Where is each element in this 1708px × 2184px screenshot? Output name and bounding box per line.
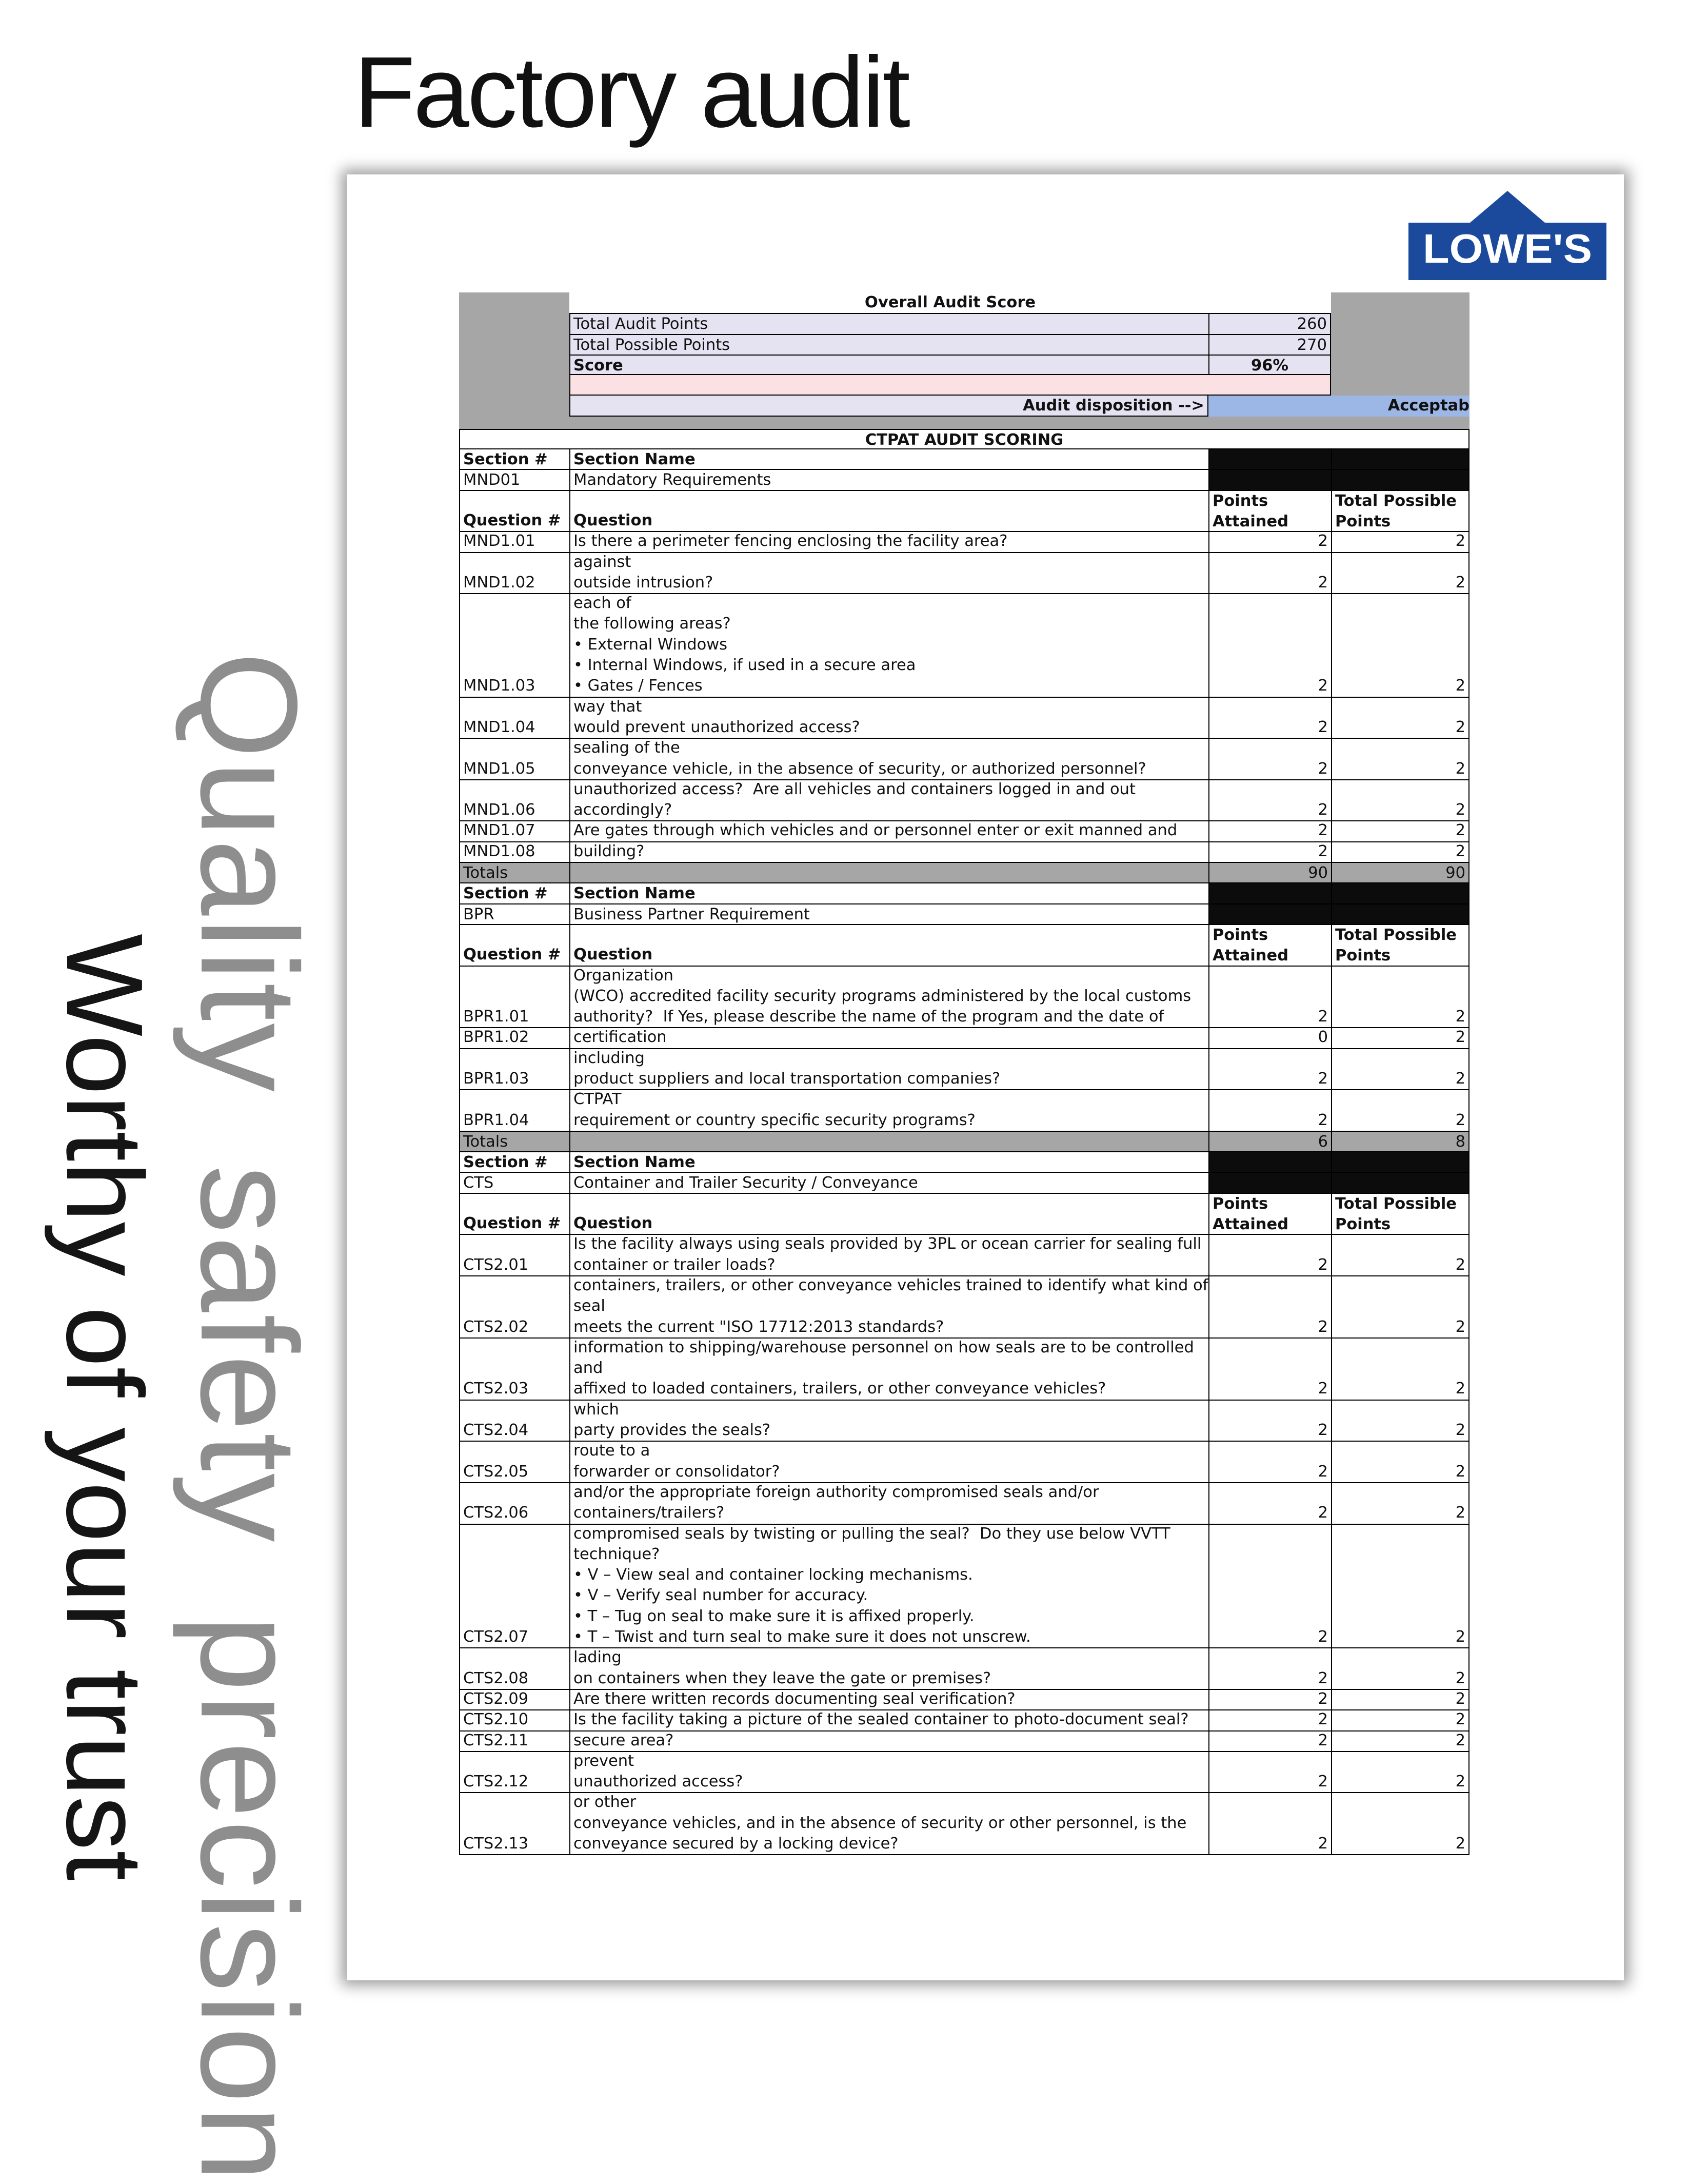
question-text: CTPAT requirement or country specific security programs? [569, 1090, 1208, 1132]
question-number: BPR1.02 [459, 1028, 569, 1049]
total-attained: 6 [1208, 1132, 1331, 1152]
points-attained: 2 [1208, 698, 1331, 739]
points-attained: 2 [1208, 1235, 1331, 1276]
table-row [459, 532, 1469, 553]
points-attained: 2 [1208, 1276, 1331, 1339]
points-possible: 2 [1331, 532, 1469, 553]
total-possible-points-value: 270 [1208, 334, 1331, 355]
question-text: Are gates through which vehicles and or personnel enter or exit manned and [569, 821, 1208, 842]
points-attained: 2 [1208, 532, 1331, 553]
points-possible: 2 [1331, 1648, 1469, 1690]
question-text: information to shipping/warehouse personnel on how seals are to be controlled and affixed to loaded containers, trailers, or other conveyance vehicles? [569, 1339, 1208, 1401]
table-row [459, 1401, 1469, 1442]
points-attained-header: Points Attained [1208, 491, 1331, 533]
ctpat-audit-scoring-table [459, 429, 1469, 1856]
points-possible: 2 [1331, 1442, 1469, 1483]
question-number: BPR1.01 [459, 967, 569, 1029]
question-number: BPR1.04 [459, 1090, 569, 1132]
question-text: route to a forwarder or consolidator? [569, 1442, 1208, 1483]
points-possible: 2 [1331, 1401, 1469, 1442]
points-possible: 2 [1331, 594, 1469, 698]
points-attained: 2 [1208, 553, 1331, 595]
total-possible-points-header: Total Possible Points [1331, 925, 1469, 967]
question-text: unauthorized access? Are all vehicles and containers logged in and out accordingly? [569, 780, 1208, 822]
question-number: CTS2.09 [459, 1690, 569, 1710]
points-attained: 2 [1208, 1690, 1331, 1710]
total-possible: 90 [1331, 863, 1469, 883]
total-audit-points-value: 260 [1208, 313, 1331, 333]
table-row [459, 1276, 1469, 1339]
points-attained: 2 [1208, 1752, 1331, 1794]
points-possible: 2 [1331, 1710, 1469, 1731]
total-possible-points-header: Total Possible Points [1331, 1194, 1469, 1235]
points-attained: 2 [1208, 1732, 1331, 1752]
question-number: CTS2.04 [459, 1401, 569, 1442]
table-row [459, 1648, 1469, 1690]
question-header: Question [569, 925, 1208, 967]
question-number: CTS2.05 [459, 1442, 569, 1483]
question-number: MND1.07 [459, 821, 569, 842]
table-row [459, 842, 1469, 863]
points-attained: 0 [1208, 1028, 1331, 1049]
table-row [459, 1793, 1469, 1855]
question-number: CTS2.02 [459, 1276, 569, 1339]
question-number: CTS2.10 [459, 1710, 569, 1731]
question-number: MND1.02 [459, 553, 569, 595]
points-attained: 2 [1208, 967, 1331, 1029]
points-attained: 2 [1208, 1401, 1331, 1442]
table-row [459, 553, 1469, 595]
audit-section [459, 449, 1469, 883]
question-text: secure area? [569, 1732, 1208, 1752]
question-number: MND1.08 [459, 842, 569, 863]
points-attained: 2 [1208, 594, 1331, 698]
section-code: MND01 [459, 470, 569, 490]
question-number-header: Question # [459, 925, 569, 967]
points-attained: 2 [1208, 780, 1331, 822]
table-row [459, 1339, 1469, 1401]
audit-sections [459, 449, 1469, 1855]
points-possible: 2 [1331, 1339, 1469, 1401]
question-header: Question [569, 491, 1208, 533]
audit-spreadsheet [459, 292, 1469, 1855]
table-row [459, 821, 1469, 842]
table-row [459, 1732, 1469, 1752]
table-row [459, 967, 1469, 1029]
points-attained: 2 [1208, 739, 1331, 780]
points-possible: 2 [1331, 1235, 1469, 1276]
question-number: CTS2.07 [459, 1525, 569, 1649]
table-row [459, 594, 1469, 698]
lowes-logo-text: LOWE'S [1423, 226, 1592, 271]
points-attained: 2 [1208, 1525, 1331, 1649]
question-text: way that would prevent unauthorized access? [569, 698, 1208, 739]
section-name: Business Partner Requirement [569, 904, 1208, 925]
score-label: Score [569, 355, 1208, 375]
points-attained: 2 [1208, 1793, 1331, 1855]
question-text: prevent unauthorized access? [569, 1752, 1208, 1794]
table-row [459, 780, 1469, 822]
audit-section [459, 883, 1469, 1152]
question-text: each of the following areas? • External Windows • Internal Windows, if used in a secure area • Gates / Fences [569, 594, 1208, 698]
points-attained: 2 [1208, 1648, 1331, 1690]
section-name: Container and Trailer Security / Conveyance [569, 1173, 1208, 1193]
points-possible: 2 [1331, 1049, 1469, 1091]
points-possible: 2 [1331, 1276, 1469, 1339]
points-possible: 2 [1331, 1090, 1469, 1132]
points-attained: 2 [1208, 842, 1331, 863]
total-audit-points-label: Total Audit Points [569, 313, 1208, 333]
slogan-quality-safety-precision: Quality safety precision [172, 652, 326, 2184]
section-code: CTS [459, 1173, 569, 1193]
table-row [459, 698, 1469, 739]
section-name-header: Section Name [569, 449, 1208, 470]
audit-section [459, 1152, 1469, 1855]
question-text: lading on containers when they leave the gate or premises? [569, 1648, 1208, 1690]
section-name-header: Section Name [569, 1152, 1208, 1173]
question-number: MND1.03 [459, 594, 569, 698]
points-possible: 2 [1331, 1732, 1469, 1752]
total-possible-points-label: Total Possible Points [569, 334, 1208, 355]
question-number: CTS2.08 [459, 1648, 569, 1690]
page-title: Factory audit [354, 36, 908, 148]
question-number: CTS2.06 [459, 1483, 569, 1525]
section-number-header: Section # [459, 883, 569, 904]
question-text: which party provides the seals? [569, 1401, 1208, 1442]
question-text: or other conveyance vehicles, and in the absence of security or other personnel, is the conveyance secured by a locking device? [569, 1793, 1208, 1855]
question-text: and/or the appropriate foreign authority compromised seals and/or containers/trailers? [569, 1483, 1208, 1525]
points-possible: 2 [1331, 1752, 1469, 1794]
section-number-header: Section # [459, 1152, 569, 1173]
points-possible: 2 [1331, 967, 1469, 1029]
question-text: including product suppliers and local transportation companies? [569, 1049, 1208, 1091]
section-name-header: Section Name [569, 883, 1208, 904]
table-row [459, 1710, 1469, 1731]
section-name: Mandatory Requirements [569, 470, 1208, 490]
points-possible: 2 [1331, 842, 1469, 863]
total-attained: 90 [1208, 863, 1331, 883]
points-possible: 2 [1331, 821, 1469, 842]
totals-label: Totals [459, 863, 569, 883]
total-possible-points-header: Total Possible Points [1331, 491, 1469, 533]
question-number: CTS2.12 [459, 1752, 569, 1794]
points-possible: 2 [1331, 739, 1469, 780]
question-text: certification [569, 1028, 1208, 1049]
section-totals-row [459, 1132, 1469, 1152]
points-attained: 2 [1208, 1442, 1331, 1483]
table-row [459, 1690, 1469, 1710]
question-text: Is there a perimeter fencing enclosing the facility area? [569, 532, 1208, 553]
table-row [459, 1028, 1469, 1049]
question-number-header: Question # [459, 491, 569, 533]
question-number: MND1.06 [459, 780, 569, 822]
question-text: compromised seals by twisting or pulling the seal? Do they use below VVTT technique? • V – View seal and container locking mechanisms. • V – Verify seal number for accuracy. • T – Tug on seal to make sure it is affixed properly. • T – Twist and turn seal to make sure it does not unscrew. [569, 1525, 1208, 1649]
question-number: MND1.05 [459, 739, 569, 780]
question-text: containers, trailers, or other conveyance vehicles trained to identify what kind of seal meets the current "ISO 17712:2013 standards? [569, 1276, 1208, 1339]
points-attained: 2 [1208, 1090, 1331, 1132]
points-attained: 2 [1208, 1049, 1331, 1091]
audit-disposition-value: Acceptab [1208, 396, 1469, 416]
question-number: MND1.04 [459, 698, 569, 739]
ctpat-audit-scoring-heading: CTPAT AUDIT SCORING [459, 429, 1469, 449]
overall-audit-score-heading: Overall Audit Score [864, 293, 1036, 311]
section-number-header: Section # [459, 449, 569, 470]
points-possible: 2 [1331, 698, 1469, 739]
table-row [459, 1525, 1469, 1649]
slogan-worthy-of-your-trust: Worthy of your trust [44, 934, 166, 1881]
question-text: against outside intrusion? [569, 553, 1208, 595]
points-attained: 2 [1208, 1710, 1331, 1731]
points-attained-header: Points Attained [1208, 925, 1331, 967]
question-text: building? [569, 842, 1208, 863]
question-text: Organization (WCO) accredited facility security programs administered by the local customs authority? If Yes, please describe the name of the program and the date of [569, 967, 1208, 1029]
table-row [459, 739, 1469, 780]
score-value: 96% [1208, 355, 1331, 375]
points-possible: 2 [1331, 1793, 1469, 1855]
question-text: Is the facility always using seals provided by 3PL or ocean carrier for sealing full container or trailer loads? [569, 1235, 1208, 1276]
points-possible: 2 [1331, 553, 1469, 595]
audit-disposition-label: Audit disposition --> [569, 396, 1208, 416]
question-header: Question [569, 1194, 1208, 1235]
points-possible: 2 [1331, 1028, 1469, 1049]
question-number: BPR1.03 [459, 1049, 569, 1091]
question-number: CTS2.13 [459, 1793, 569, 1855]
table-row [459, 1090, 1469, 1132]
points-attained: 2 [1208, 821, 1331, 842]
table-row [459, 1442, 1469, 1483]
points-possible: 2 [1331, 1525, 1469, 1649]
question-text: sealing of the conveyance vehicle, in the absence of security, or authorized personnel? [569, 739, 1208, 780]
question-number-header: Question # [459, 1194, 569, 1235]
table-row [459, 1049, 1469, 1091]
question-text: Is the facility taking a picture of the sealed container to photo-document seal? [569, 1710, 1208, 1731]
overall-audit-score-block [459, 292, 1469, 429]
question-text: Are there written records documenting seal verification? [569, 1690, 1208, 1710]
table-row [459, 1483, 1469, 1525]
points-attained-header: Points Attained [1208, 1194, 1331, 1235]
points-possible: 2 [1331, 1690, 1469, 1710]
total-possible: 8 [1331, 1132, 1469, 1152]
points-attained: 2 [1208, 1339, 1331, 1401]
score-note-field [569, 375, 1331, 396]
question-number: CTS2.01 [459, 1235, 569, 1276]
section-totals-row [459, 863, 1469, 883]
totals-label: Totals [459, 1132, 569, 1152]
table-row [459, 1235, 1469, 1276]
points-attained: 2 [1208, 1483, 1331, 1525]
question-number: CTS2.03 [459, 1339, 569, 1401]
question-number: MND1.01 [459, 532, 569, 553]
points-possible: 2 [1331, 780, 1469, 822]
lowes-logo [1408, 191, 1606, 280]
table-row [459, 1752, 1469, 1794]
section-code: BPR [459, 904, 569, 925]
question-number: CTS2.11 [459, 1732, 569, 1752]
points-possible: 2 [1331, 1483, 1469, 1525]
